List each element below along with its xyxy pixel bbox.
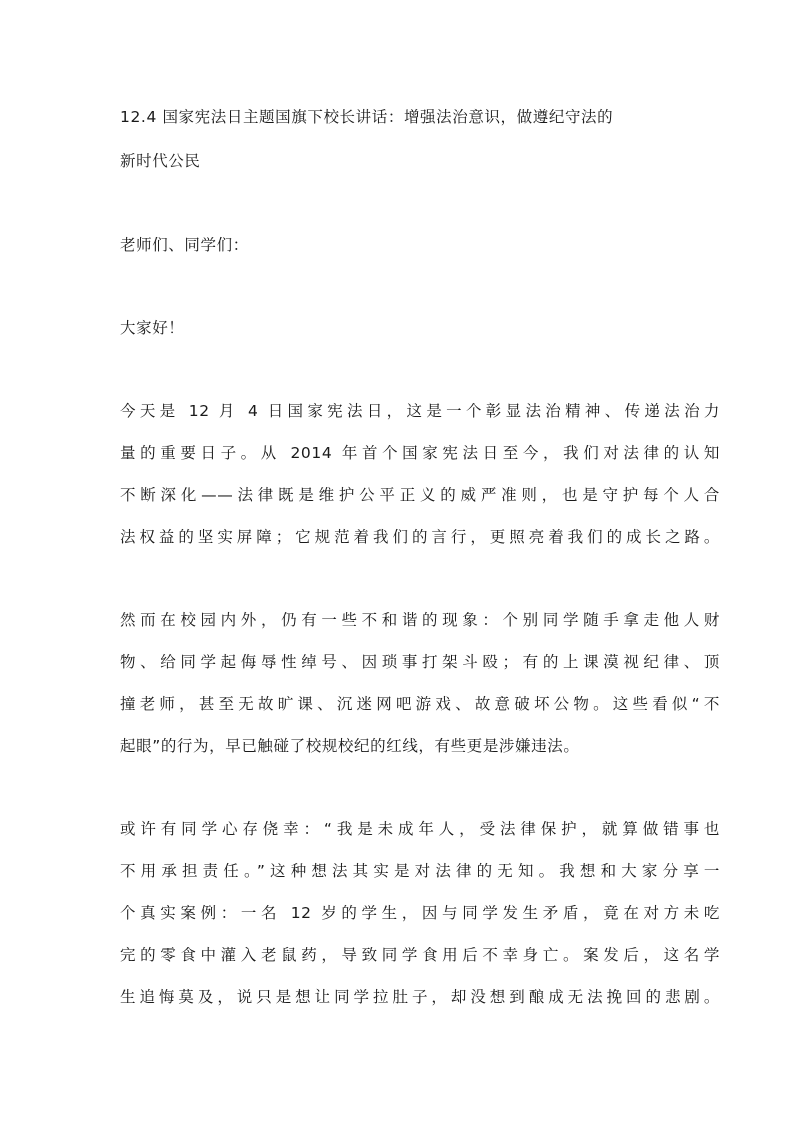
paragraph-line: 完的零食中灌入老鼠药，导致同学食用后不幸身亡。案发后，这名学 — [120, 946, 720, 964]
paragraph-line: 量的重要日子。从 2014 年首个国家宪法日至今，我们对法律的认知 — [120, 444, 720, 462]
paragraph-line: 物、给同学起侮辱性绰号、因琐事打架斗殴；有的上课漠视纪律、顶 — [120, 653, 720, 671]
paragraph-line: 个真实案例：一名 12 岁的学生，因与同学发生矛盾，竟在对方未吃 — [120, 904, 720, 922]
greeting: 大家好！ — [120, 319, 185, 337]
paragraph-line: 起眼”的行为，早已触碰了校规校纪的红线，有些更是涉嫌违法。 — [120, 737, 580, 755]
paragraph-line: 不断深化——法律既是维护公平正义的威严准则，也是守护每个人合 — [120, 486, 720, 504]
paragraph-line: 今天是 12 月 4 日国家宪法日，这是一个彰显法治精神、传递法治力 — [120, 402, 720, 420]
paragraph-line: 法权益的坚实屏障；它规范着我们的言行，更照亮着我们的成长之路。 — [120, 528, 720, 546]
document-title-line-1: 12.4 国家宪法日主题国旗下校长讲话：增强法治意识，做遵纪守法的 — [120, 108, 614, 126]
paragraph-line: 不用承担责任。”这种想法其实是对法律的无知。我想和大家分享一 — [120, 862, 720, 880]
paragraph-line: 然而在校园内外，仍有一些不和谐的现象：个别同学随手拿走他人财 — [120, 611, 720, 629]
salutation: 老师们、同学们： — [120, 236, 249, 254]
paragraph-line: 生追悔莫及，说只是想让同学拉肚子，却没想到酿成无法挽回的悲剧。 — [120, 988, 720, 1006]
document-title-line-2: 新时代公民 — [120, 152, 201, 170]
paragraph-line: 或许有同学心存侥幸：“我是未成年人，受法律保护，就算做错事也 — [120, 820, 720, 838]
paragraph-line: 撞老师，甚至无故旷课、沉迷网吧游戏、故意破坏公物。这些看似“不 — [120, 695, 720, 713]
